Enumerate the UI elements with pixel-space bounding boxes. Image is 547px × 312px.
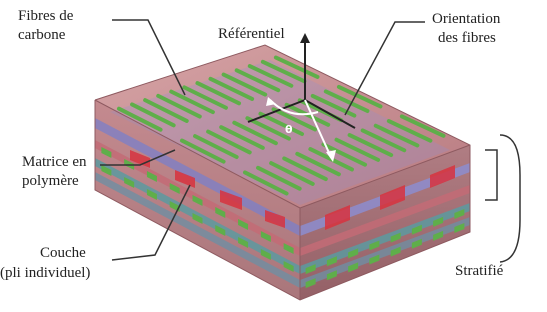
label-matrice-line1: Matrice en [22,154,87,170]
stratifie-bracket [485,150,497,200]
label-orientation-line1: Orientation [432,11,501,27]
label-couche-line1: Couche [40,245,86,261]
label-referentiel: Référentiel [218,26,285,42]
label-stratifie: Stratifié [455,263,504,279]
label-fibres-carbone-line2: carbone [18,27,66,43]
theta-symbol: θ [285,123,293,136]
label-fibres-carbone-line1: Fibres de [18,8,74,24]
label-couche-line2: (pli individuel) [0,265,91,281]
stratifie-brace [500,135,520,262]
label-orientation-line2: des fibres [438,30,496,46]
label-matrice-line2: polymère [22,173,79,189]
